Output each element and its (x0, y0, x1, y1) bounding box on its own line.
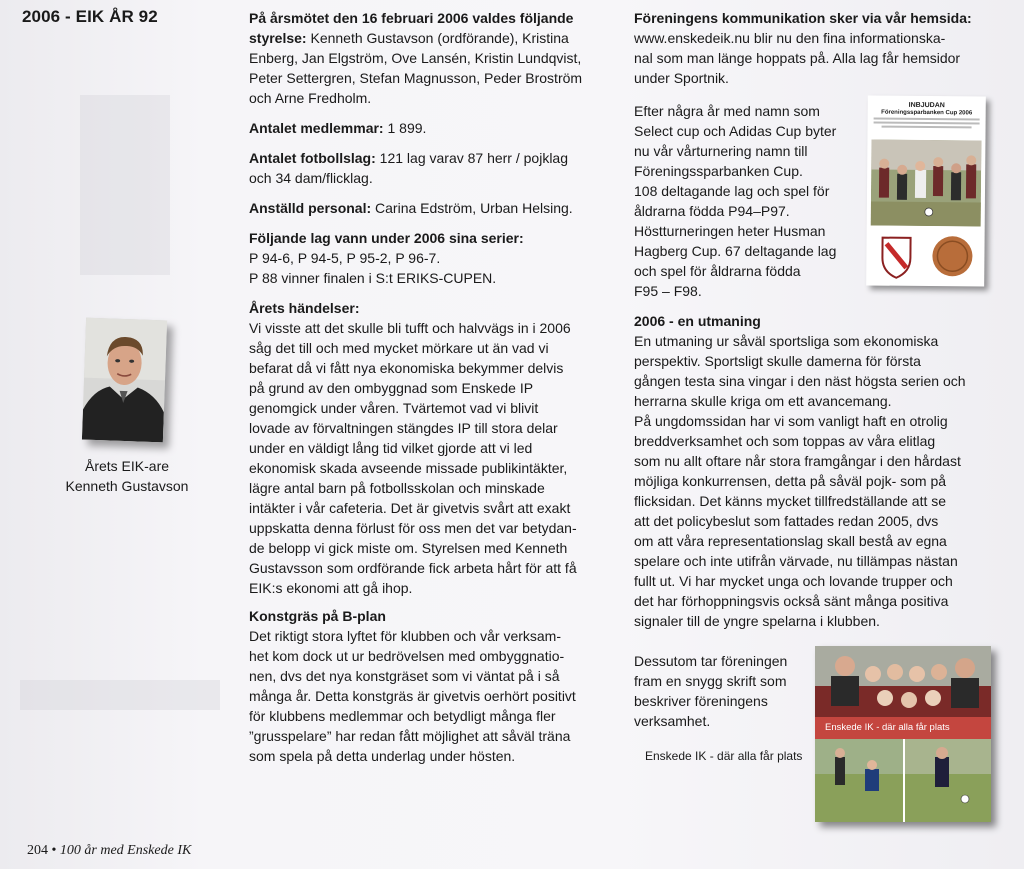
paragraph-staff (249, 198, 624, 218)
text-board: Kenneth Gustavson (ordförande), Kristina Enberg, Jan Elgström, Ove Lansén, Kristin Lundqvist, Peter Settergren, Stefan Magnusson, Peder Broström och Arne Fredholm. (249, 30, 583, 106)
photo-caption (42, 456, 212, 496)
bleed-through-shadow (20, 680, 220, 710)
paragraph-challenge (634, 311, 1004, 631)
heading-series: Följande lag vann under 2006 sina serier: (249, 230, 524, 246)
text-website: www.enskedeik.nu blir nu den fina informationska- nal som man länge hoppats på. Alla lag får hemsidor under Sportnik. (634, 30, 961, 86)
text-challenge: En utmaning ur såväl sportsliga som ekonomiska perspektiv. Sportsligt skulle damerna för första gången testa sina vingar i den näst högsta serien och herrarna skulle kriga om ett avancemang. På ungdomssidan har vi som vanligt haft en otrolig breddverksamhet och som toppas av våra elitlag som nu allt oftare når stora framgångar i den hårdast möjliga konkurrensen, detta på såväl pojk- som på flicksidan. Det känns mycket tillfredställande att se att det policybeslut som fattades redan 2005, dvs om att våra representationslag skall bestå av egna spelare och inte utifrån värvade, nu tillämpas nästan fullt ut. Vi har mycket unga och lovande trupper och det har förhoppningsvis också sänt många positiva signaler till de yngre spelarna i klubben. (634, 333, 966, 629)
paragraph-teams (249, 148, 624, 188)
portrait-photo (82, 318, 167, 443)
text-tournaments: Efter några år med namn som Select cup och Adidas Cup byter nu vår vårturnering namn till Föreningssparbanken Cup. 108 deltagande lag och spel för åldrarna födda P94–P97. Höstturneringen heter Husman Hagberg Cup. 67 deltagande lag och spel för åldrarna födda F95 – F98. (634, 103, 837, 299)
heading-website: Föreningens kommunikation sker via vår hemsida: (634, 10, 972, 26)
flyer-photo (871, 140, 982, 227)
book-title: 100 år med Enskede IK (59, 843, 192, 858)
page-number: 204 • (27, 843, 57, 858)
caption-line-1: Årets EIK-are (84, 458, 170, 474)
text-artificial-turf: Det riktigt stora lyftet för klubben och vår verksam- het kom dock ut ur bedrövelsen med ombyggnatio- nen, dvs det nya konstgräset som vi väntat på i så många år. Detta konstgräs är givetvis oerhört positivt för klubbens medlemmar och betydligt många fler ”grusspelare” har redan fått möjlighet att såväl träna som spela på detta underlag under hösten. (249, 628, 576, 764)
text-series: P 94-6, P 94-5, P 95-2, P 96-7. P 88 vinner finalen i S:t ERIKS-CUPEN. (249, 250, 497, 286)
brochure-caption: Enskede IK - där alla får plats (645, 749, 803, 763)
flyer-logos (876, 232, 976, 281)
heading-board: På årsmötet den 16 februari 2006 valdes följande styrelse: (249, 10, 574, 46)
text-teams: 121 lag varav 87 herr / pojklag och 34 dam/flicklag. (249, 150, 569, 186)
paragraph-board (249, 8, 624, 108)
brochure-band-text: Enskede IK - där alla får plats (825, 722, 950, 733)
heading-events: Årets händelser: (249, 300, 360, 316)
text-staff: Carina Edström, Urban Helsing. (371, 200, 573, 216)
invitation-flyer-image (866, 95, 986, 286)
paragraph-brochure: Dessutom tar föreningen fram en snygg skrift som beskriver föreningens verksamhet. (634, 653, 788, 729)
heading-teams: Antalet fotbollslag: (249, 150, 376, 166)
paragraph-series (249, 228, 624, 288)
paragraph-events (249, 298, 624, 598)
chapter-title: 2006 - EIK ÅR 92 (22, 7, 158, 26)
brochure-band (815, 717, 991, 739)
brochure-team-photo (815, 646, 991, 717)
text-events: Vi visste att det skulle bli tufft och halvvägs in i 2006 såg det till och med mycket mörkare ut än vad vi befarat då vi fått nya ekonomiska bekymmer delvis på grund av den ombyggnad som Enskede IP genomgick under våren. Tvärtemot vad vi blivit lovade av förvaltningen stängdes IP till stora delar under en väldigt lång tid vilket gjorde att vi led ekonomisk skada avseende missade publikintäkter, lägre antal barn på fotbollsskolan och minskade intäkter i vår cafeteria. Det är givetvis svårt att exakt uppskatta denna förlust för oss men det var betydan- de belopp vi gick miste om. Styrelsen med Kenneth Gustavsson som ordförande fick arbeta hårt för att få EIK:s ekonomi att gå ihop. (249, 320, 577, 596)
brochure-match-photos (815, 739, 991, 822)
flyer-small-print (874, 118, 980, 129)
caption-line-2: Kenneth Gustavson (65, 478, 189, 494)
paragraph-artificial-turf (249, 606, 624, 766)
bleed-through-shadow (80, 95, 170, 275)
text-members: 1 899. (383, 120, 427, 136)
heading-members: Antalet medlemmar: (249, 120, 384, 136)
page-footer (27, 843, 191, 859)
brochure-image (815, 646, 991, 822)
flyer-title: INBJUDAN (908, 101, 945, 110)
heading-staff: Anställd personal: (249, 200, 372, 216)
heading-challenge: 2006 - en utmaning (634, 313, 761, 329)
heading-artificial-turf: Konstgräs på B-plan (249, 608, 386, 624)
flyer-subtitle: Föreningssparbanken Cup 2006 (881, 109, 973, 117)
middle-column (249, 8, 624, 776)
paragraph-website (634, 8, 1004, 88)
paragraph-members (249, 118, 624, 138)
